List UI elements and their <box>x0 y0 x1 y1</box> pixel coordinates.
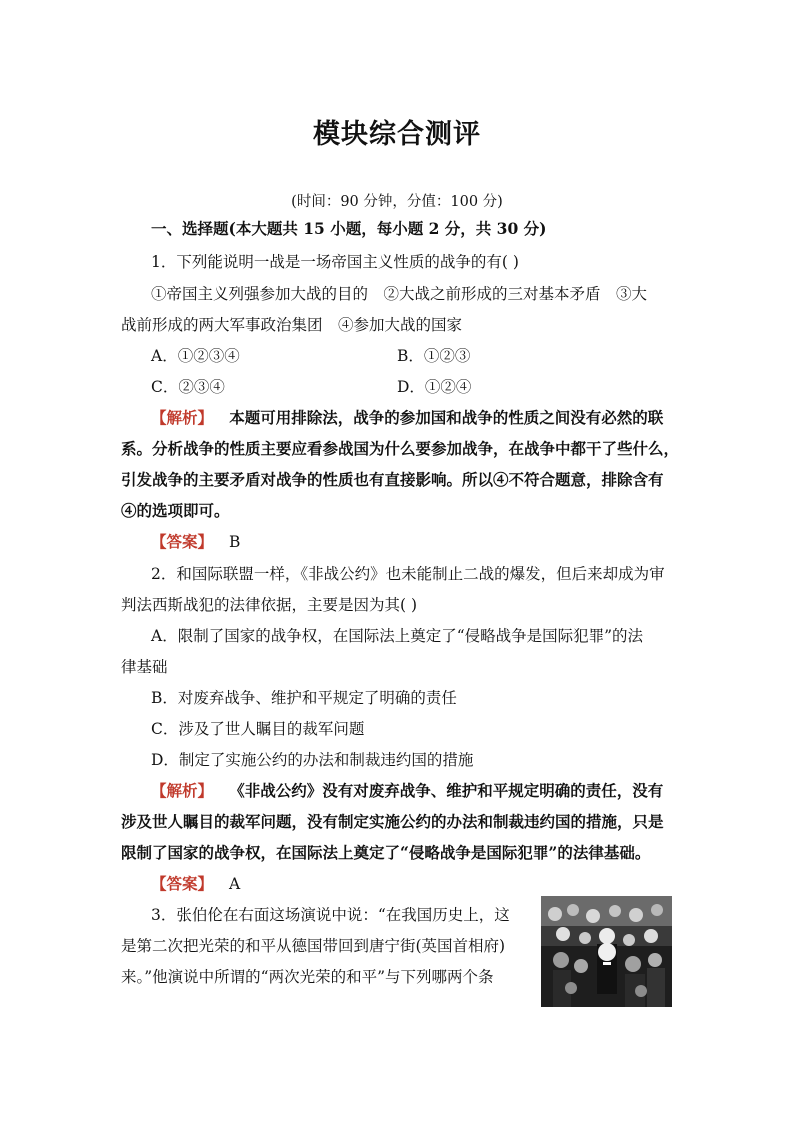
answer-tag: 【答案】 <box>151 874 214 893</box>
q3-stem-line1: 3．张伯伦在右面这场演说中说：“在我国历史上，这 <box>151 906 510 924</box>
q1-analysis-line4: ④的选项即可。 <box>121 501 230 520</box>
analysis-tag: 【解析】 <box>151 781 214 800</box>
historical-photo <box>541 896 672 1007</box>
answer-tag: 【答案】 <box>151 532 214 551</box>
page-title: 模块综合测评 <box>313 119 481 150</box>
q2-analysis-line1 <box>151 781 663 801</box>
q2-answer-value: A <box>229 875 241 893</box>
q2-option-a-line1: A．限制了国家的战争权，在国际法上奠定了“侵略战争是国际犯罪”的法 <box>151 627 644 645</box>
q1-answer-value: B <box>229 533 241 551</box>
photo-image <box>541 896 672 1007</box>
q1-answer <box>151 532 240 552</box>
q2-analysis-line3: 限制了国家的战争权，在国际法上奠定了“侵略战争是国际犯罪”的法律基础。 <box>121 843 651 862</box>
q1-analysis-text: 本题可用排除法，战争的参加国和战争的性质之间没有必然的联 <box>229 408 664 427</box>
q1-items-line1: ①帝国主义列强参加大战的目的 ②大战之前形成的三对基本矛盾 ③大 <box>151 285 648 303</box>
q2-stem-line1: 2．和国际联盟一样，《非战公约》也未能制止二战的爆发，但后来却成为审 <box>151 565 665 583</box>
q1-option-a: A．①②③④ <box>151 347 240 365</box>
q2-option-c: C．涉及了世人瞩目的裁军问题 <box>151 720 365 738</box>
q1-option-d: D．①②④ <box>397 378 472 396</box>
q2-analysis-line2: 涉及世人瞩目的裁军问题，没有制定实施公约的办法和制裁违约国的措施，只是 <box>121 812 664 831</box>
exam-info: (时间：90 分钟，分值：100 分) <box>291 194 503 210</box>
q3-stem-line2: 是第二次把光荣的和平从德国带回到唐宁街(英国首相府) <box>121 937 506 955</box>
q2-option-a-line2: 律基础 <box>121 658 168 676</box>
section-heading: 一、选择题(本大题共 15 小题，每小题 2 分，共 30 分) <box>151 219 547 238</box>
q1-analysis-line2: 系。分析战争的性质主要应看参战国为什么要参加战争，在战争中都干了些什么， <box>121 439 680 458</box>
q2-stem-line2: 判法西斯战犯的法律依据，主要是因为其( ) <box>121 596 418 614</box>
q3-stem-line3: 来。”他演说中所谓的“两次光荣的和平”与下列哪两个条 <box>121 968 494 986</box>
q1-stem: 1．下列能说明一战是一场帝国主义性质的战争的有( ) <box>151 253 519 271</box>
q2-analysis-text: 《非战公约》没有对废弃战争、维护和平规定明确的责任，没有 <box>229 781 664 800</box>
q2-option-d: D．制定了实施公约的办法和制裁违约国的措施 <box>151 751 474 769</box>
q1-items-line2: 战前形成的两大军事政治集团 ④参加大战的国家 <box>121 316 463 334</box>
q1-option-b: B．①②③ <box>397 347 471 365</box>
q1-analysis-line1 <box>151 408 663 428</box>
q1-analysis-line3: 引发战争的主要矛盾对战争的性质也有直接影响。所以④不符合题意，排除含有 <box>121 470 664 489</box>
q2-answer <box>151 874 240 894</box>
q2-option-b: B．对废弃战争、维护和平规定了明确的责任 <box>151 689 457 707</box>
q1-option-c: C．②③④ <box>151 378 225 396</box>
analysis-tag: 【解析】 <box>151 408 214 427</box>
